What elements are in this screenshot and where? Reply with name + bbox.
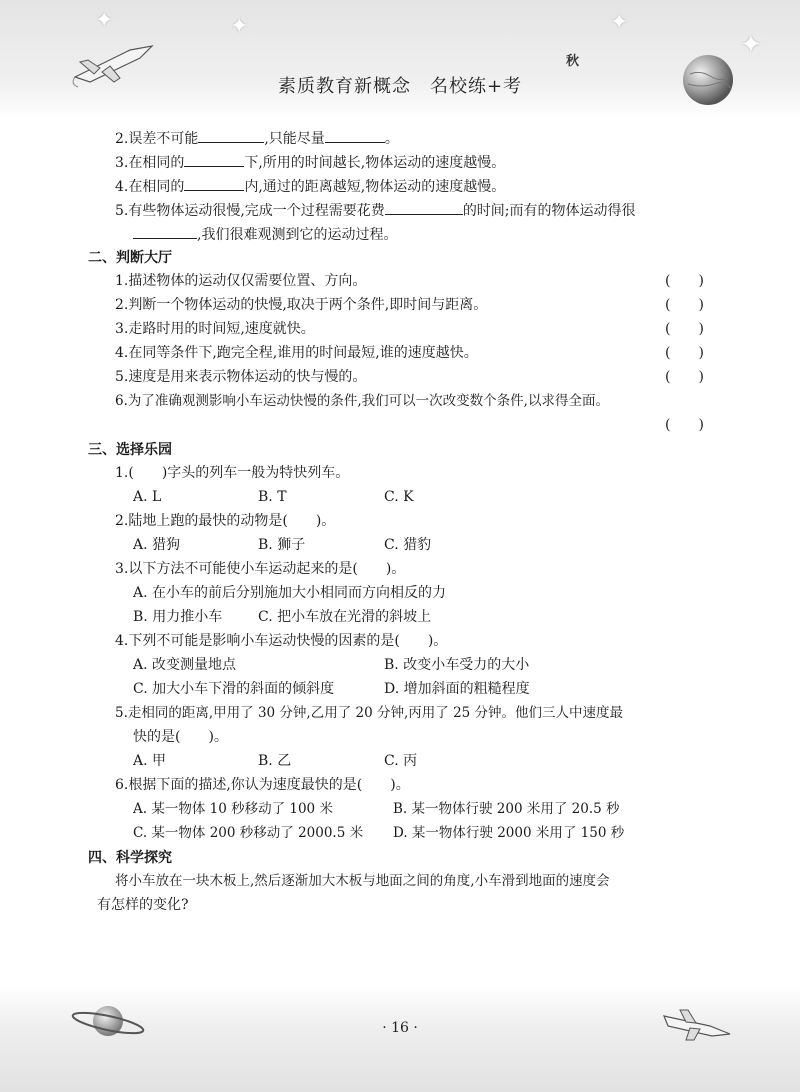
answer-blank[interactable] — [184, 176, 244, 191]
explore-question-continued: 有怎样的变化? — [97, 897, 189, 913]
option-d[interactable]: D. 增加斜面的粗糙程度 — [384, 681, 530, 697]
explore-question: 将小车放在一块木板上,然后逐渐加大木板与地面之间的角度,小车滑到地面的速度会 — [115, 873, 610, 889]
answer-paren[interactable]: ( ) — [665, 297, 704, 313]
option-a[interactable]: A. 某一物体 10 秒移动了 100 米 — [133, 801, 333, 817]
judge-item-3: 3.走路时用的时间短,速度就快。 — [115, 321, 315, 337]
fill-item-3: 3.在相同的 下,所用的时间越长,物体运动的速度越慢。 — [115, 152, 505, 172]
option-c[interactable]: C. 把小车放在光滑的斜坡上 — [258, 609, 432, 625]
fill-item-5: 5.有些物体运动很慢,完成一个过程需要花费 的时间;而有的物体运动得很 — [115, 200, 636, 220]
option-c[interactable]: C. 猎豹 — [384, 537, 432, 553]
option-c[interactable]: C. 丙 — [384, 753, 418, 769]
option-b[interactable]: B. 用力推小车 — [133, 609, 223, 625]
option-a[interactable]: A. 甲 — [133, 753, 167, 769]
option-b[interactable]: B. 某一物体行驶 200 米用了 20.5 秒 — [393, 801, 620, 817]
option-a[interactable]: A. 在小车的前后分别施加大小相同而方向相反的力 — [133, 585, 447, 601]
fill-item-5-continued: ,我们很难观测到它的运动过程。 — [133, 224, 397, 244]
answer-paren[interactable]: ( ) — [665, 273, 704, 289]
option-a[interactable]: A. 猎狗 — [133, 537, 181, 553]
option-c[interactable]: C. K — [384, 489, 414, 505]
option-b[interactable]: B. 乙 — [258, 753, 292, 769]
option-a[interactable]: A. 改变测量地点 — [133, 657, 237, 673]
judge-item-6: 6.为了准确观测影响小车运动快慢的条件,我们可以一次改变数个条件,以求得全面。 — [115, 393, 609, 409]
option-a[interactable]: A. L — [133, 489, 162, 505]
judge-item-5: 5.速度是用来表示物体运动的快与慢的。 — [115, 369, 367, 385]
answer-paren[interactable]: ( ) — [665, 321, 704, 337]
section-heading-explore: 四、科学探究 — [88, 850, 172, 866]
choice-question-4: 4.下列不可能是影响小车运动快慢的因素的是( )。 — [115, 633, 448, 649]
answer-paren[interactable]: ( ) — [665, 369, 704, 385]
choice-question-1: 1.( )字头的列车一般为特快列车。 — [115, 465, 350, 481]
option-d[interactable]: D. 某一物体行驶 2000 米用了 150 秒 — [393, 825, 625, 841]
answer-blank[interactable] — [184, 152, 244, 167]
choice-question-2: 2.陆地上跑的最快的动物是( )。 — [115, 513, 336, 529]
sparkle-star-icon: ✦ — [610, 10, 629, 35]
option-b[interactable]: B. 改变小车受力的大小 — [384, 657, 530, 673]
choice-question-5: 5.走相同的距离,甲用了 30 分钟,乙用了 20 分钟,丙用了 25 分钟。他们三人中速度最 — [115, 705, 624, 721]
answer-blank[interactable] — [133, 224, 197, 239]
option-c[interactable]: C. 加大小车下滑的斜面的倾斜度 — [133, 681, 335, 697]
option-b[interactable]: B. T — [258, 489, 287, 505]
judge-item-4: 4.在同等条件下,跑完全程,谁用的时间最短,谁的速度越快。 — [115, 345, 478, 361]
fill-item-4: 4.在相同的 内,通过的距离越短,物体运动的速度越慢。 — [115, 176, 505, 196]
answer-blank[interactable] — [198, 128, 264, 143]
season-mark: 秋 — [566, 54, 580, 69]
judge-item-2: 2.判断一个物体运动的快慢,取决于两个条件,即时间与距离。 — [115, 297, 488, 313]
option-c[interactable]: C. 某一物体 200 秒移动了 2000.5 米 — [133, 825, 364, 841]
section-heading-choice: 三、选择乐园 — [88, 442, 172, 458]
page-header-title: 素质教育新概念 名校练+考 — [277, 76, 523, 97]
answer-paren[interactable]: ( ) — [665, 417, 704, 433]
sparkle-star-icon: ✦ — [95, 8, 114, 33]
option-b[interactable]: B. 狮子 — [258, 537, 306, 553]
judge-item-1: 1.描述物体的运动仅仅需要位置、方向。 — [115, 273, 367, 289]
choice-question-5-continued: 快的是( )。 — [133, 729, 228, 745]
answer-paren[interactable]: ( ) — [665, 345, 704, 361]
choice-question-6: 6.根据下面的描述,你认为速度最快的是( )。 — [115, 777, 410, 793]
answer-blank[interactable] — [325, 128, 385, 143]
section-heading-judge: 二、判断大厅 — [88, 250, 172, 266]
sparkle-star-icon: ✦ — [740, 30, 762, 60]
sparkle-star-icon: ✦ — [230, 14, 249, 39]
choice-question-3: 3.以下方法不可能使小车运动起来的是( )。 — [115, 561, 406, 577]
answer-blank[interactable] — [385, 200, 463, 215]
fill-item-2: 2.误差不可能 ,只能尽量 。 — [115, 128, 399, 148]
page-number: · 16 · — [382, 1020, 418, 1036]
